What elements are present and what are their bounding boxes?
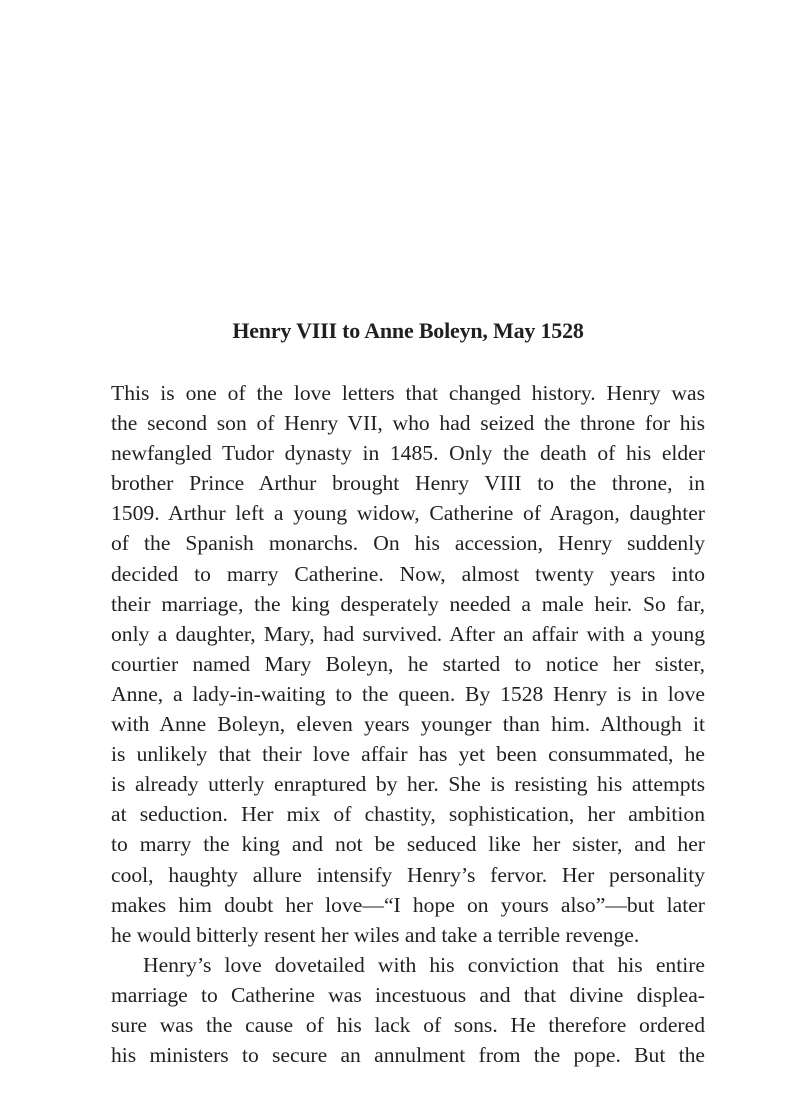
text-line: to marry the king and not be seduced like her sister, and her bbox=[111, 832, 705, 857]
text-line: Henry’s love dovetailed with his conviction that his entire bbox=[143, 952, 705, 977]
chapter-heading: Henry VIII to Anne Boleyn, May 1528 bbox=[232, 318, 584, 343]
text-line: his ministers to secure an annulment from the pope. But the bbox=[111, 1043, 705, 1068]
body-text bbox=[111, 378, 705, 1070]
text-line: makes him doubt her love—“I hope on yours also”—but later bbox=[111, 892, 705, 917]
text-line: sure was the cause of his lack of sons. He therefore ordered bbox=[111, 1012, 705, 1037]
text-line: only a daughter, Mary, had survived. After an affair with a young bbox=[111, 621, 705, 646]
text-line: decided to marry Catherine. Now, almost twenty years into bbox=[111, 561, 705, 586]
text-line: cool, haughty allure intensify Henry’s fervor. Her personality bbox=[111, 862, 705, 887]
text-line: is already utterly enraptured by her. She is resisting his attempts bbox=[111, 772, 705, 797]
text-line: newfangled Tudor dynasty in 1485. Only the death of his elder bbox=[111, 441, 705, 466]
text-line: 1509. Arthur left a young widow, Catherine of Aragon, daughter bbox=[111, 501, 705, 526]
text-line: the second son of Henry VII, who had seized the throne for his bbox=[111, 411, 705, 436]
text-line: brother Prince Arthur brought Henry VIII to the throne, in bbox=[111, 471, 705, 496]
text-line: of the Spanish monarchs. On his accession, Henry suddenly bbox=[111, 531, 705, 556]
text-line: Anne, a lady-in-waiting to the queen. By 1528 Henry is in love bbox=[111, 681, 705, 706]
text-line: is unlikely that their love affair has yet been consummated, he bbox=[111, 742, 705, 767]
text-line: courtier named Mary Boleyn, he started to notice her sister, bbox=[111, 651, 705, 676]
text-line: This is one of the love letters that changed history. Henry was bbox=[111, 381, 705, 405]
text-line: their marriage, the king desperately needed a male heir. So far, bbox=[111, 591, 705, 616]
paragraph-2 bbox=[111, 950, 705, 1070]
text-line: marriage to Catherine was incestuous and that divine displea- bbox=[111, 982, 705, 1007]
text-line: he would bitterly resent her wiles and take a terrible revenge. bbox=[111, 922, 640, 947]
text-line: with Anne Boleyn, eleven years younger than him. Although it bbox=[111, 712, 705, 737]
text-line: at seduction. Her mix of chastity, sophistication, her ambition bbox=[111, 802, 705, 827]
paragraph-1 bbox=[111, 378, 705, 950]
